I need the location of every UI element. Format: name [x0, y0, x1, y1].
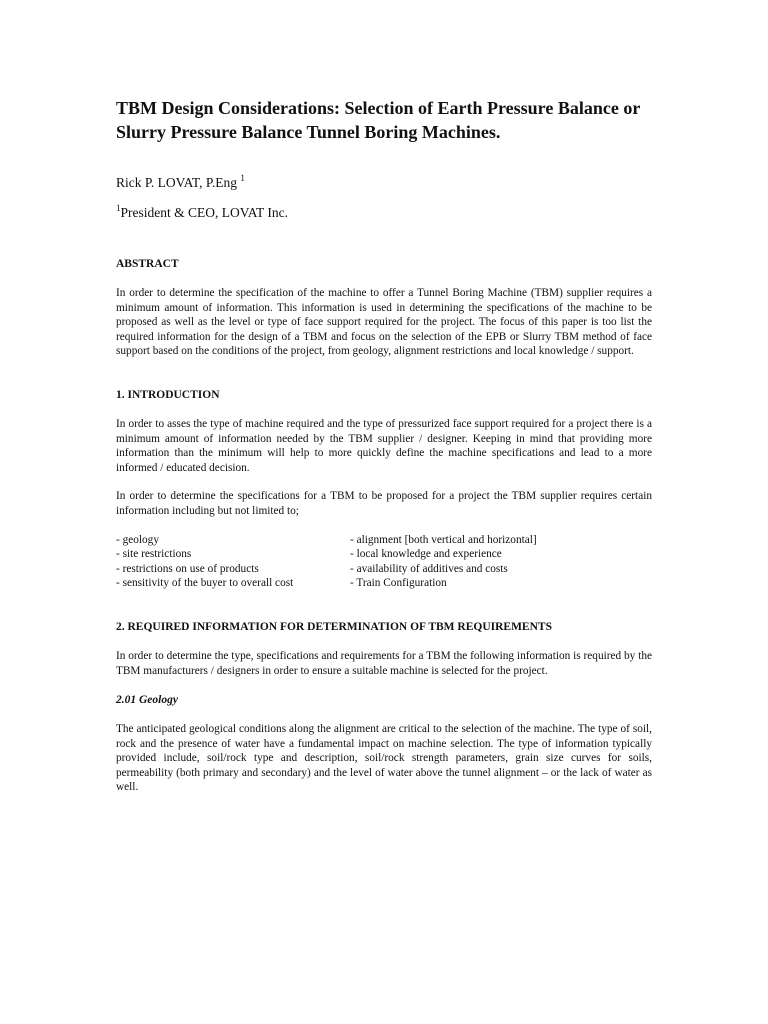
- paper-page: [116, 96, 652, 795]
- list-item: - restrictions on use of products: [116, 562, 259, 575]
- requirements-list: [116, 533, 652, 591]
- author-footnote-mark: 1: [240, 173, 245, 183]
- affiliation-text: President & CEO, LOVAT Inc.: [120, 205, 288, 220]
- author-line: [116, 174, 652, 192]
- paper-title: TBM Design Considerations: Selection of Earth Pressure Balance or Slurry Pressure Balance Tunnel Boring Machines.: [116, 98, 640, 142]
- required-information-paragraph: In order to determine the type, specifications and requirements for a TBM the following information is required by the TBM manufacturers / designers in order to ensure a suitable machine is selected for the project.: [116, 649, 652, 677]
- abstract-paragraph: In order to determine the specification of the machine to offer a Tunnel Boring Machine (TBM) supplier requires a minimum amount of information. This information is used in determining the specifications of the machine to be proposed as well as the level or type of face support required for the project. The focus of this paper is too list the required information for the design of a TBM and focus on the selection of the EPB or Slurry TBM method of face support based on the conditions of the project, from geology, alignment restrictions and local knowledge / support.: [116, 287, 652, 358]
- list-item: - Train Configuration: [350, 577, 447, 590]
- abstract-heading: ABSTRACT: [116, 258, 179, 270]
- list-item: - availability of additives and costs: [350, 562, 508, 575]
- author-name: Rick P. LOVAT, P.Eng: [116, 175, 238, 190]
- list-item: - site restrictions: [116, 548, 192, 561]
- geology-subheading: 2.01 Geology: [116, 694, 178, 707]
- introduction-paragraph-1: In order to asses the type of machine required and the type of pressurized face support required for a project there is a minimum amount of information needed by the TBM supplier / designer. Keeping in mind that providing more information than the minimum will help to more quickly define the machine specifications and lead to a more informed / educated decision.: [116, 417, 652, 474]
- list-item: - sensitivity of the buyer to overall cost: [116, 577, 294, 590]
- affiliation-line: [116, 204, 652, 222]
- list-item: - local knowledge and experience: [350, 548, 502, 561]
- introduction-paragraph-2: In order to determine the specifications for a TBM to be proposed for a project the TBM supplier requires certain information including but not limited to;: [116, 490, 652, 517]
- geology-paragraph: The anticipated geological conditions along the alignment are critical to the selection of the machine. The type of soil, rock and the presence of water have a fundamental impact on machine selection. The type of information typically provided include, soil/rock type and description, soil/rock strength parameters, grain size curves for soils, permeability (both primary and secondary) and the level of water above the tunnel alignment – or the lack of water as well.: [116, 723, 652, 794]
- affiliation-footnote-mark: 1: [116, 203, 121, 213]
- list-item: - geology: [116, 533, 159, 546]
- list-item: - alignment [both vertical and horizontal]: [350, 533, 537, 546]
- introduction-heading: 1. INTRODUCTION: [116, 388, 220, 401]
- required-information-heading: 2. REQUIRED INFORMATION FOR DETERMINATION OF TBM REQUIREMENTS: [116, 620, 552, 633]
